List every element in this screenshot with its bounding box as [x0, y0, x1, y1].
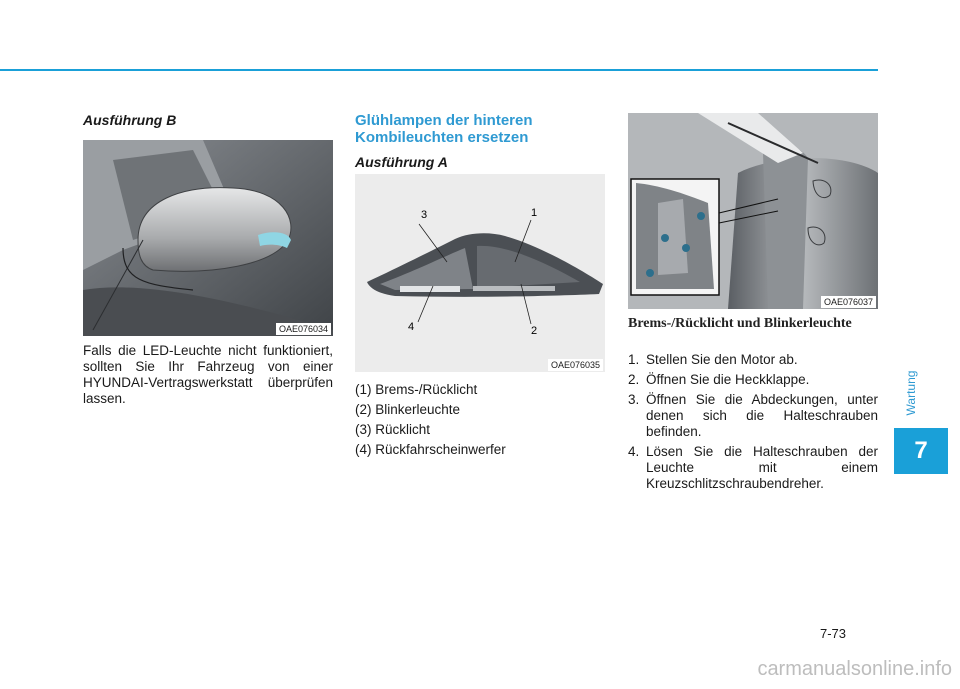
mirror-figure: [83, 140, 333, 336]
removal-figure: [628, 113, 878, 309]
step-text: Lösen Sie die Halteschrauben der Leuchte mit einem Kreuzschlitzschraubendreher.: [646, 444, 878, 491]
removal-illustration: [628, 113, 878, 309]
step-number: 2.: [628, 372, 640, 387]
step-item: [628, 444, 878, 492]
section-tab: [896, 360, 926, 426]
left-column: [83, 112, 333, 128]
chapter-number: 7: [914, 437, 928, 464]
taillight-illustration: [355, 174, 605, 372]
steps-list: [628, 352, 878, 496]
section-label: Wartung: [904, 370, 918, 416]
step-number: 1.: [628, 352, 640, 367]
step-item: [628, 352, 878, 368]
step-number: 4.: [628, 444, 640, 459]
list-item: (2) Blinkerleuchte: [355, 402, 461, 417]
page-number: 7-73: [820, 626, 847, 641]
lamp-list: [355, 382, 605, 462]
brake-light-heading: Brems-/Rücklicht und Blinkerleuchte: [628, 316, 852, 331]
callout-2: 2: [531, 325, 538, 337]
step-item: [628, 372, 878, 388]
taillight-figure: [355, 174, 605, 372]
mirror-illustration: [83, 140, 333, 336]
step-text: Öffnen Sie die Abdeckungen, unter denen sich die Halteschrauben befinden.: [646, 392, 878, 439]
watermark: carmanualsonline.info: [757, 658, 952, 680]
step-item: [628, 392, 878, 440]
variant-b-heading: Ausführung B: [83, 112, 177, 128]
list-item: (3) Rücklicht: [355, 422, 431, 437]
middle-column: [355, 112, 605, 170]
callout-3: 3: [421, 209, 428, 221]
callout-4: 4: [408, 321, 415, 333]
led-paragraph: Falls die LED-Leuchte nicht funktioniert, sollten Sie Ihr Fahrzeug von einer HYUNDAI-Vertragswerkstatt überprüfen lassen.: [83, 343, 333, 406]
top-rule: [0, 69, 878, 71]
figure-code: OAE076034: [276, 323, 331, 335]
step-text: Stellen Sie den Motor ab.: [646, 352, 798, 367]
chapter-number-box: [894, 428, 948, 474]
section-title: Glühlampen der hinteren Kombileuchten ersetzen: [355, 112, 533, 146]
list-item: (4) Rückfahrscheinwerfer: [355, 442, 506, 457]
list-item: (1) Brems-/Rücklicht: [355, 382, 478, 397]
variant-a-heading: Ausführung A: [355, 154, 448, 170]
step-number: 3.: [628, 392, 640, 407]
figure-code: OAE076035: [548, 359, 603, 371]
callout-1: 1: [531, 207, 538, 219]
step-text: Öffnen Sie die Heckklappe.: [646, 372, 810, 387]
figure-code: OAE076037: [821, 296, 876, 308]
